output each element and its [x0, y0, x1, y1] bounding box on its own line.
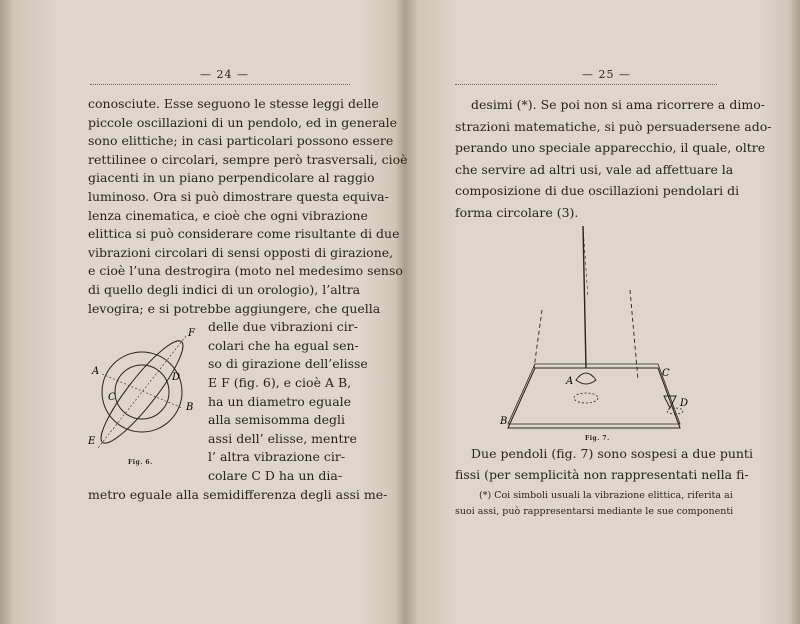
fig6-label-e: E	[88, 436, 96, 447]
text-line: rettilinee o circolari, sempre però trasversali, cioè	[88, 151, 408, 167]
page-number: — 24 —	[200, 68, 249, 81]
text-line: colari che ha egual sen-	[208, 337, 359, 353]
text-line: delle due vibrazioni cir-	[208, 319, 359, 335]
figure-6-diagram	[86, 322, 206, 470]
fig6-label-f: F	[188, 328, 195, 339]
text-line: di quello degli indici di un orologio), l’altra	[88, 282, 361, 297]
text-line: perando uno speciale apparecchio, il quale, oltre	[455, 140, 766, 155]
text-line: composizione di due oscillazioni pendolari di	[455, 183, 740, 198]
text-line: lenza cinematica, e cioè che ogni vibrazione	[88, 207, 368, 223]
pendulum-guide-right	[630, 290, 638, 380]
text-line: elittica si può considerare come risultante di due	[88, 226, 400, 242]
fig6-label-c: C	[108, 392, 116, 403]
fig6-label-d: D	[172, 372, 181, 383]
ellipse-ef	[92, 333, 193, 451]
text-line: conosciute. Esse seguono le stesse leggi delle	[88, 96, 379, 111]
text-line: giacenti in un piano perpendicolare al raggio	[88, 170, 375, 186]
text-line: levogira; e si potrebbe aggiungere, che quella	[88, 300, 381, 316]
pendulum-a-bob	[576, 373, 596, 384]
text-line: ha un diametro eguale	[208, 393, 352, 409]
figure-6-caption: Fig. 6.	[128, 459, 153, 466]
text-line: so di girazione dell’elisse	[208, 356, 368, 372]
header-rule	[455, 84, 717, 85]
figure-7-caption: Fig. 7.	[585, 435, 610, 442]
figure-7-diagram	[490, 218, 705, 433]
fig7-label-c: C	[662, 368, 670, 379]
footnote-line: (*) Coi simboli usuali la vibrazione elittica, riferita ai	[479, 490, 733, 501]
text-line: alla semisomma degli	[208, 412, 346, 428]
text-line: Due pendoli (fig. 7) sono sospesi a due punti	[471, 446, 753, 461]
text-line: sono elittiche; in casi particolari possono essere	[88, 133, 394, 149]
text-line: luminoso. Ora si può dimostrare questa equiva-	[88, 189, 389, 204]
pendulum-a-path	[574, 393, 598, 403]
pendulum-guide-left	[534, 310, 542, 368]
text-line: fissi (per semplicità non rappresentati nella fi-	[455, 467, 749, 482]
fig6-label-a: A	[92, 366, 100, 377]
page-number: — 25 —	[582, 68, 631, 81]
text-line: assi dell’ elisse, mentre	[208, 430, 357, 446]
fig7-label-a: A	[566, 376, 574, 387]
footnote-line: suoi assi, può rappresentarsi mediante le sue componenti	[455, 506, 734, 517]
text-line: colare C D ha un dia-	[208, 468, 343, 483]
text-line: l’ altra vibrazione cir-	[208, 449, 346, 465]
fig7-label-d: D	[680, 398, 689, 409]
text-line: vibrazioni circolari di sensi opposti di girazione,	[88, 244, 394, 260]
text-line: e cioè l’una destrogira (moto nel medesimo senso	[88, 263, 403, 279]
text-line: che servire ad altri usi, vale ad affettuare la	[455, 161, 734, 177]
text-line: metro eguale alla semidifferenza degli assi me-	[88, 486, 388, 502]
text-line: E F (fig. 6), e cioè A B,	[208, 375, 352, 390]
text-line: forma circolare (3).	[455, 204, 579, 220]
text-line: desimi (*). Se poi non si ama ricorrere a dimo-	[471, 97, 765, 112]
fig6-label-b: B	[186, 402, 194, 413]
right-page	[405, 0, 800, 624]
text-line: strazioni matematiche, si può persuadersene ado-	[455, 118, 772, 134]
fig7-label-b: B	[500, 416, 508, 427]
circle-cd	[115, 365, 169, 419]
header-rule	[90, 84, 350, 85]
pendulum-a-string	[583, 226, 586, 368]
text-line: piccole oscillazioni di un pendolo, ed in generale	[88, 114, 397, 130]
